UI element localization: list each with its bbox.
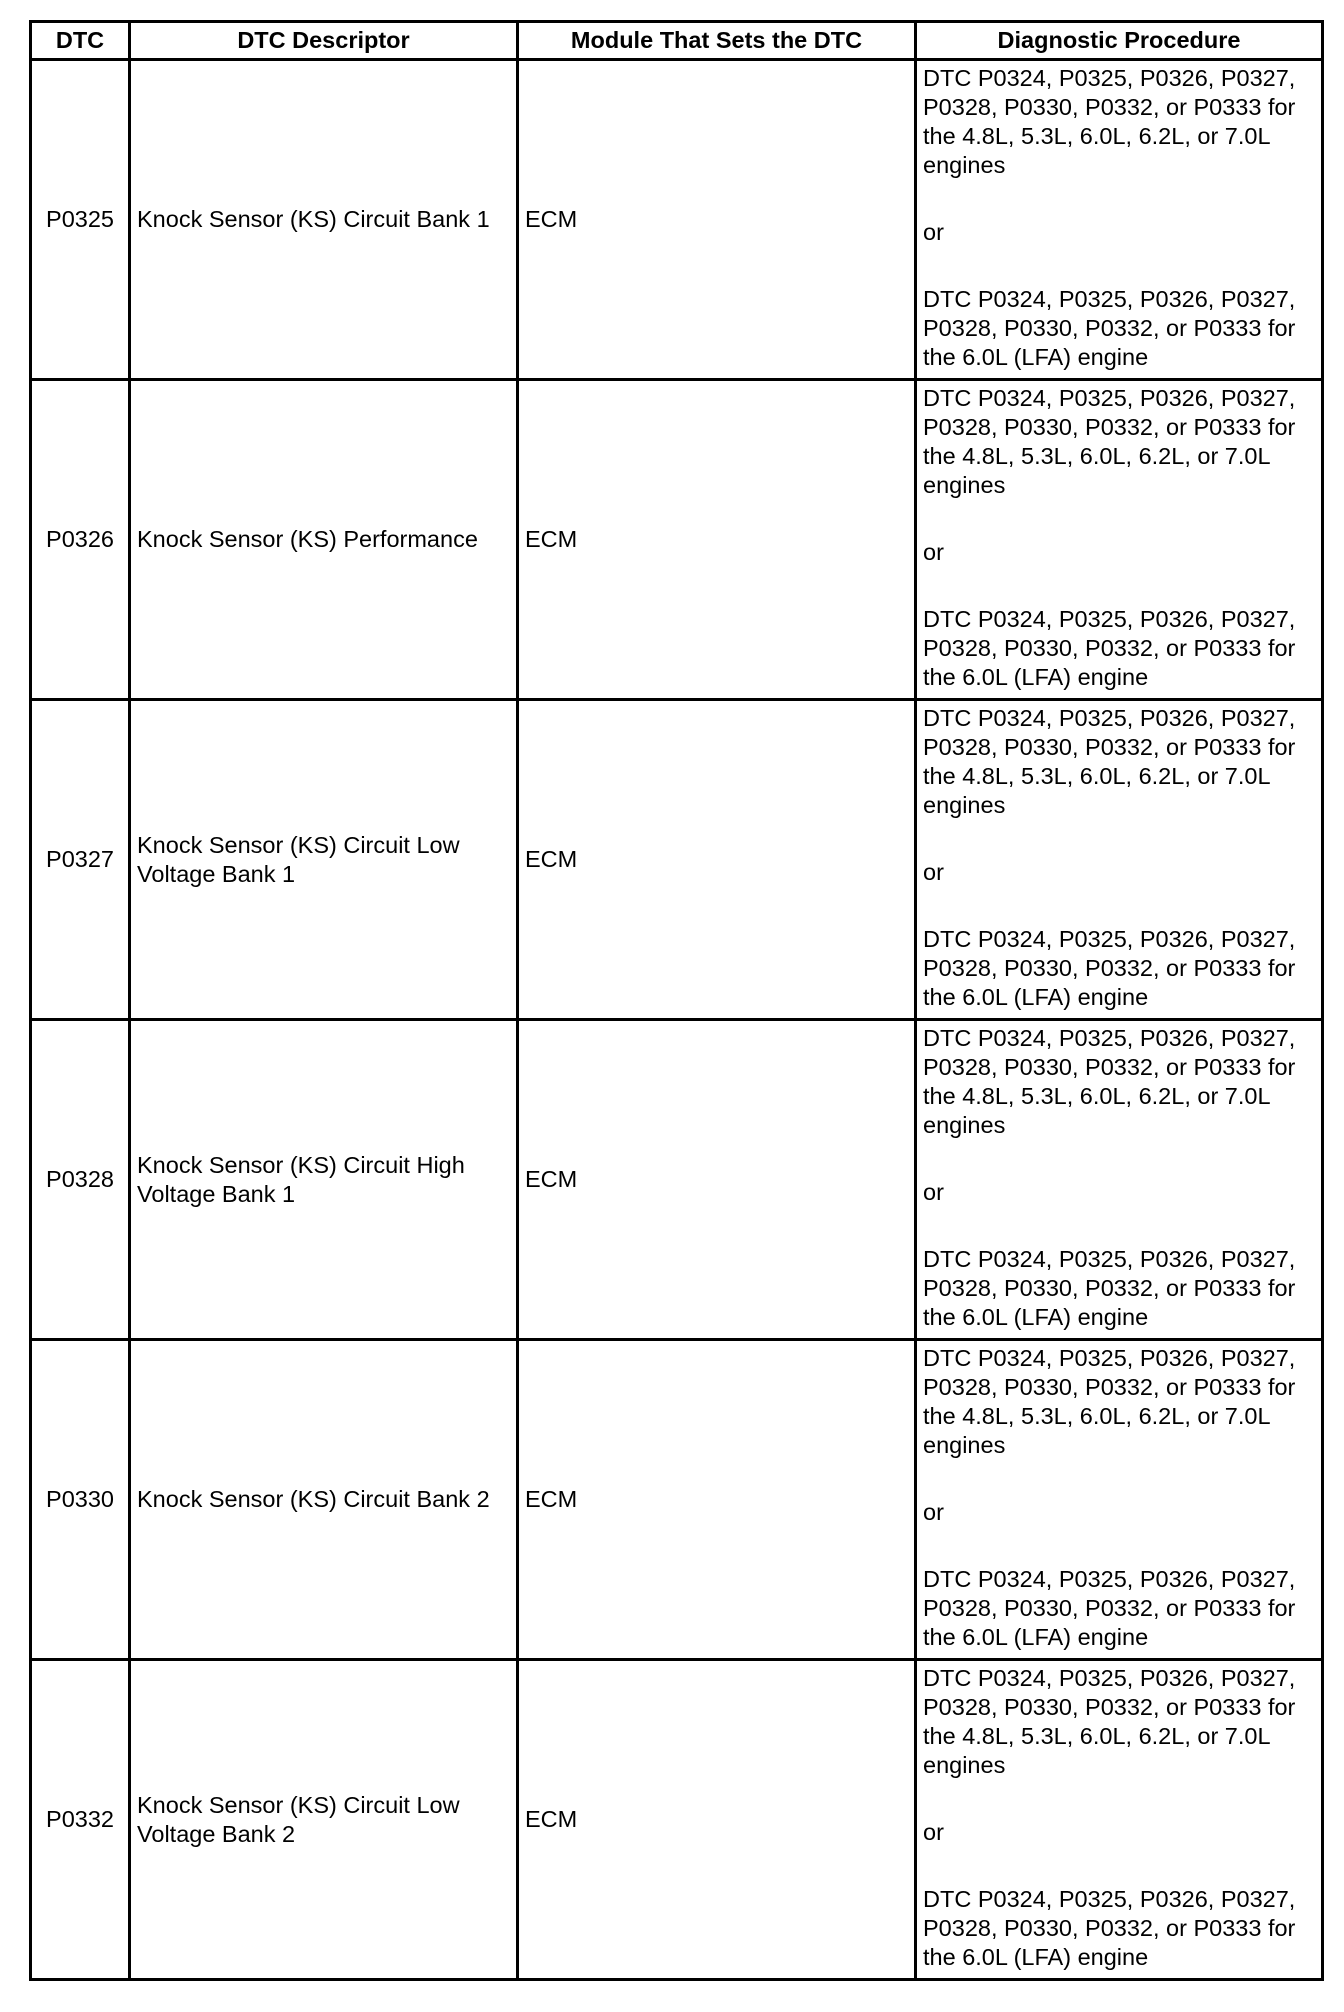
procedure-link-engines: DTC P0324, P0325, P0326, P0327, P0328, P0330, P0332, or P0333 for the 4.8L, 5.3L, 6.0L, 6.2L, or 7.0L engines [923, 65, 1296, 178]
setting-module: ECM [518, 700, 916, 1020]
procedure-link-lfa: DTC P0324, P0325, P0326, P0327, P0328, P0330, P0332, or P0333 for the 6.0L (LFA) engine [923, 926, 1296, 1010]
table-header-row [31, 22, 1323, 60]
diagnostic-procedure [916, 380, 1323, 700]
table-row [31, 1340, 1323, 1660]
setting-module: ECM [518, 1660, 916, 1980]
dtc-descriptor: Knock Sensor (KS) Performance [130, 380, 518, 700]
procedure-or: or [923, 1499, 944, 1525]
column-header-dtc: DTC [31, 22, 130, 60]
setting-module: ECM [518, 380, 916, 700]
table-row [31, 60, 1323, 380]
diagnostic-procedure [916, 1660, 1323, 1980]
dtc-descriptor: Knock Sensor (KS) Circuit Bank 1 [130, 60, 518, 380]
column-header-module: Module That Sets the DTC [518, 22, 916, 60]
dtc-descriptor: Knock Sensor (KS) Circuit Low Voltage Bank 2 [130, 1660, 518, 1980]
procedure-or: or [923, 1179, 944, 1205]
dtc-code: P0328 [31, 1020, 130, 1340]
dtc-descriptor: Knock Sensor (KS) Circuit Bank 2 [130, 1340, 518, 1660]
dtc-code: P0330 [31, 1340, 130, 1660]
procedure-link-engines: DTC P0324, P0325, P0326, P0327, P0328, P0330, P0332, or P0333 for the 4.8L, 5.3L, 6.0L, 6.2L, or 7.0L engines [923, 705, 1296, 818]
diagnostic-procedure [916, 60, 1323, 380]
dtc-code: P0327 [31, 700, 130, 1020]
procedure-link-engines: DTC P0324, P0325, P0326, P0327, P0328, P0330, P0332, or P0333 for the 4.8L, 5.3L, 6.0L, 6.2L, or 7.0L engines [923, 1665, 1296, 1778]
table-row [31, 1020, 1323, 1340]
dtc-code: P0326 [31, 380, 130, 700]
procedure-link-engines: DTC P0324, P0325, P0326, P0327, P0328, P0330, P0332, or P0333 for the 4.8L, 5.3L, 6.0L, 6.2L, or 7.0L engines [923, 385, 1296, 498]
column-header-dtc-descriptor: DTC Descriptor [130, 22, 518, 60]
diagnostic-procedure [916, 700, 1323, 1020]
procedure-or: or [923, 1819, 944, 1845]
procedure-link-lfa: DTC P0324, P0325, P0326, P0327, P0328, P0330, P0332, or P0333 for the 6.0L (LFA) engine [923, 606, 1296, 690]
table-row [31, 700, 1323, 1020]
dtc-code: P0332 [31, 1660, 130, 1980]
procedure-link-lfa: DTC P0324, P0325, P0326, P0327, P0328, P0330, P0332, or P0333 for the 6.0L (LFA) engine [923, 286, 1296, 370]
setting-module: ECM [518, 1020, 916, 1340]
diagnostic-procedure [916, 1340, 1323, 1660]
procedure-link-lfa: DTC P0324, P0325, P0326, P0327, P0328, P0330, P0332, or P0333 for the 6.0L (LFA) engine [923, 1886, 1296, 1970]
procedure-or: or [923, 859, 944, 885]
dtc-descriptor: Knock Sensor (KS) Circuit Low Voltage Bank 1 [130, 700, 518, 1020]
procedure-or: or [923, 219, 944, 245]
procedure-link-lfa: DTC P0324, P0325, P0326, P0327, P0328, P0330, P0332, or P0333 for the 6.0L (LFA) engine [923, 1566, 1296, 1650]
dtc-table [29, 20, 1324, 1981]
procedure-link-engines: DTC P0324, P0325, P0326, P0327, P0328, P0330, P0332, or P0333 for the 4.8L, 5.3L, 6.0L, 6.2L, or 7.0L engines [923, 1345, 1296, 1458]
setting-module: ECM [518, 1340, 916, 1660]
table-row [31, 1660, 1323, 1980]
diagnostic-procedure [916, 1020, 1323, 1340]
table-row [31, 380, 1323, 700]
setting-module: ECM [518, 60, 916, 380]
dtc-code: P0325 [31, 60, 130, 380]
procedure-link-engines: DTC P0324, P0325, P0326, P0327, P0328, P0330, P0332, or P0333 for the 4.8L, 5.3L, 6.0L, 6.2L, or 7.0L engines [923, 1025, 1296, 1138]
procedure-or: or [923, 539, 944, 565]
procedure-link-lfa: DTC P0324, P0325, P0326, P0327, P0328, P0330, P0332, or P0333 for the 6.0L (LFA) engine [923, 1246, 1296, 1330]
dtc-descriptor: Knock Sensor (KS) Circuit High Voltage Bank 1 [130, 1020, 518, 1340]
column-header-diagnostic-procedure: Diagnostic Procedure [916, 22, 1323, 60]
